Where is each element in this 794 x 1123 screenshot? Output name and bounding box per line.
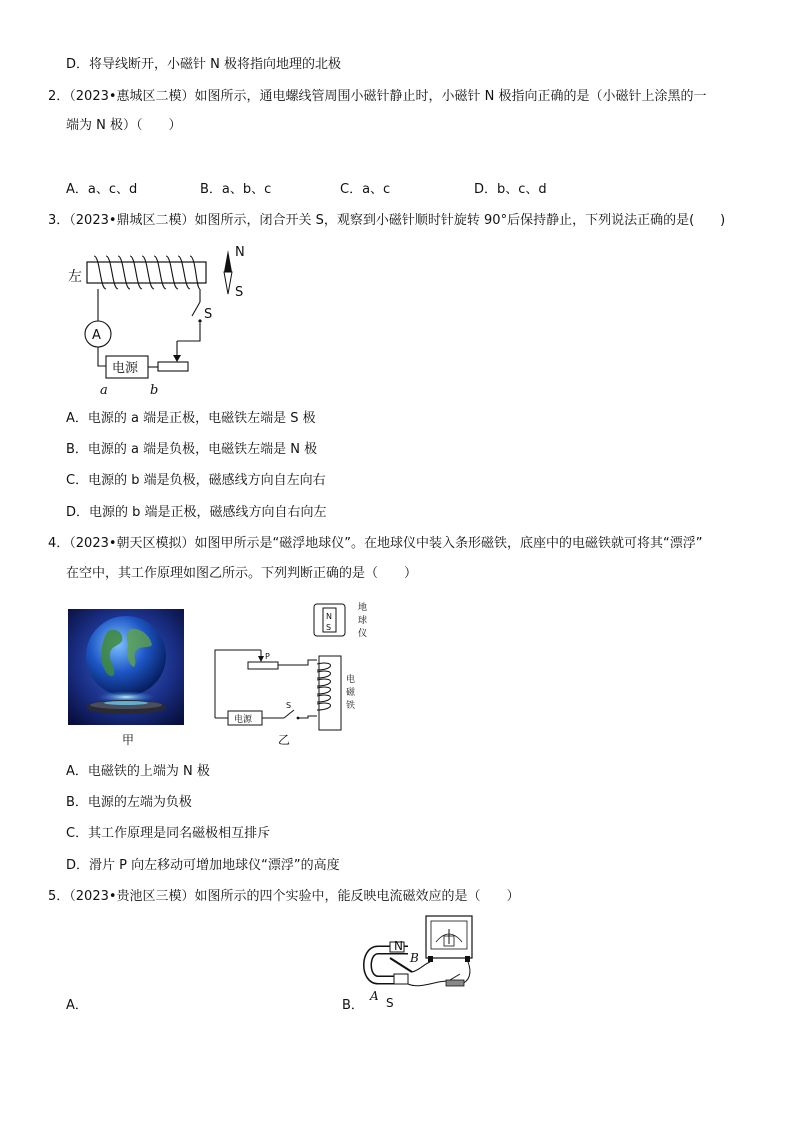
q3-option-a: A．电源的 a 端是正极，电磁铁左端是 S 极 [66,411,316,426]
q4-globe-label-2: 球 [358,616,368,626]
q4-option-d: D．滑片 P 向左移动可增加地球仪“漂浮”的高度 [66,858,340,873]
q3-stem: 3．（2023•鼎城区二模）如图所示，闭合开关 S，观察到小磁针顺时针旋转 90°后保持静止，下列说法正确的是( ) [48,213,726,228]
q2-option-d: D．b、c、d [474,182,547,197]
q3-slider-arrow [173,355,181,362]
q3-option-d: D．电源的 b 端是正极，磁感线方向自右向左 [66,505,327,520]
q4-globe-label-1: 地 [358,603,368,613]
q3-switch [192,302,200,316]
q3-rheostat [158,362,188,371]
q5-switch [446,980,464,986]
q5-stem: 5．（2023•贵池区三模）如图所示的四个实验中，能反映电流磁效应的是（ ） [48,889,520,904]
q3-circuit-diagram [60,236,260,396]
q4-caption-left: 甲 [122,733,135,747]
q4-switch [284,710,294,718]
q3-compass-s-label: S [235,285,244,300]
q5-label-n: N [394,939,403,953]
q4-caption-right: 乙 [278,733,291,747]
q4-magnet-s: S [326,623,332,632]
q4-maglev-globe-photo [68,609,184,725]
q4-switch-label: S [286,701,292,710]
q3-coil [94,256,200,289]
q4-em-label-3: 铁 [346,701,356,711]
q3-source-label: 电源 [112,361,139,376]
q5-label-s: S [386,996,394,1010]
q4-source-label: 电源 [234,715,253,725]
q3-switch-label: S [204,307,213,322]
q2-option-a: A．a、c、d [66,182,138,197]
q5-option-a: A． [66,998,88,1013]
q2-stem-line1: 2．（2023•惠城区二模）如图所示，通电螺线管周围小磁针静止时，小磁针 N 极指向正确的是（小磁针上涂黑的一 [48,89,707,104]
q5-label-b: B [410,951,419,965]
q5-option-b-figure [360,912,480,1012]
q4-stem-line2: 在空中，其工作原理如图乙所示。下列判断正确的是（ ） [66,566,418,581]
q5-option-b: B． [342,998,364,1013]
q4-slider-arrow [258,656,264,662]
q5-conductor [390,958,412,972]
q3-left-label: 左 [68,269,82,285]
q4-option-b: B．电源的左端为负极 [66,795,192,810]
q2-option-c: C．a、c [340,182,391,197]
q4-option-a: A．电磁铁的上端为 N 极 [66,764,210,779]
q1-option-d: D．将导线断开，小磁针 N 极将指向地理的北极 [66,57,341,72]
q4-em-label-2: 磁 [346,688,356,698]
q4-globe-label-3: 仪 [358,629,368,639]
q5-label-a: A [370,989,379,1003]
q2-option-b: B．a、b、c [200,182,272,197]
q4-rheostat [248,662,278,669]
q3-terminal-b: b [150,383,159,396]
q4-globe [86,616,166,696]
q3-option-c: C．电源的 b 端是负极，磁感线方向自左向右 [66,473,326,488]
q4-option-c: C．其工作原理是同名磁极相互排斥 [66,826,271,841]
q4-slider-label: P [265,652,270,661]
q4-em-label-1: 电 [346,675,356,685]
q3-compass-needle [224,250,232,294]
q3-compass-n-label: N [235,245,245,260]
q3-terminal-a: a [100,383,108,396]
q3-option-b: B．电源的 a 端是负极，电磁铁左端是 N 极 [66,442,318,457]
q3-ammeter-label: A [92,328,101,343]
q4-stem-line1: 4．（2023•朝天区模拟）如图甲所示是“磁浮地球仪”。在地球仪中装入条形磁铁，底座中的电磁铁就可将其“漂浮” [48,536,703,551]
q2-stem-line2: 端为 N 极）（ ） [66,118,182,133]
q4-magnet-n: N [326,612,332,621]
q4-circuit-diagram [210,598,380,748]
